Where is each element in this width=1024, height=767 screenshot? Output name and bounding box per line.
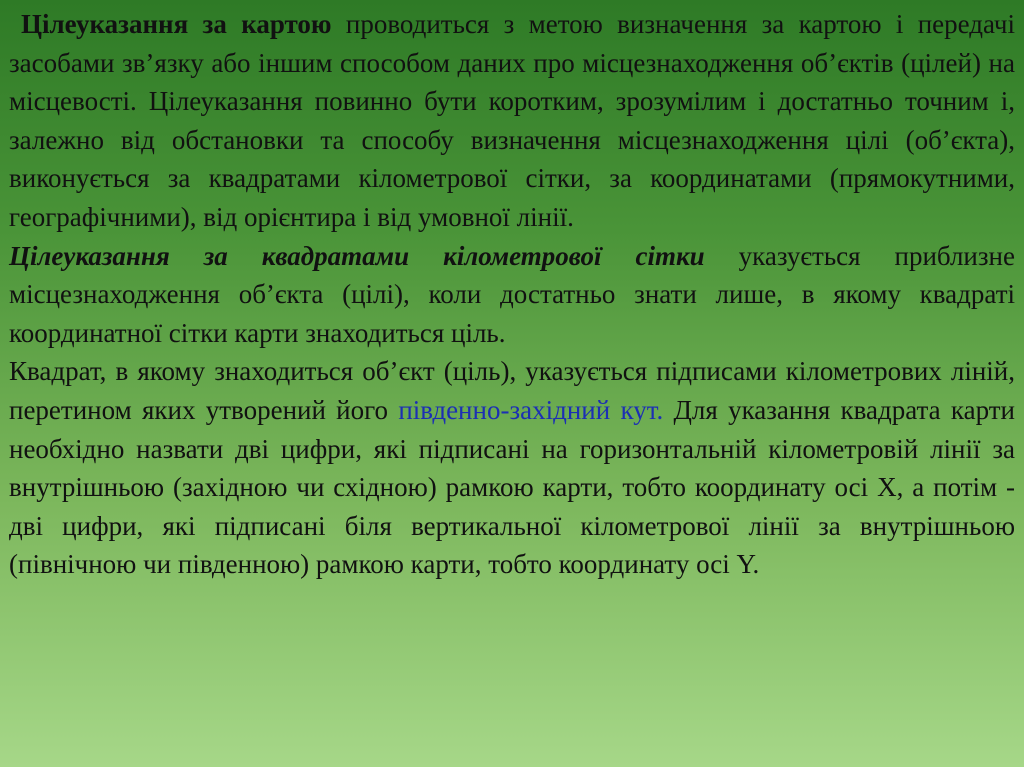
highlight-southwest-corner: південно-західний кут. [398, 394, 664, 425]
paragraph-1-text: проводиться з метою визначення за картою і передачі засобами зв’язку або іншим способом даних про місцезнаходження об’єктів (цілей) на місцевості. Цілеуказання повинно бути коротким, зрозумілим і достатньо точним і, залежно від обстановки та способу визначення місцезнаходження цілі (об’єкта), виконується за квадратами кілометрової сітки, за координатами (прямокутними, географічними), від орієнтира і від умовної лінії. [9, 9, 1015, 232]
paragraph-map-targeting [9, 5, 1015, 237]
paragraph-grid-squares [9, 237, 1015, 353]
paragraph-3-text-start: Квадрат, в якому знаходиться об’єкт (ціль), указується підписами кілометрових ліній, перетином яких утворений його [9, 356, 1015, 425]
term-grid-square-targeting: Цілеуказання за квадратами кілометрової сітки [9, 240, 705, 271]
term-map-targeting: Цілеуказання за картою [21, 9, 332, 39]
paragraph-2-text: указується приблизне місцезнаходження об’єкта (цілі), коли достатньо знати лише, в якому квадраті координатної сітки карти знаходиться ціль. [9, 240, 1015, 348]
text-content [9, 5, 1015, 584]
paragraph-3-text-end: Для указання квадрата карти необхідно назвати дві цифри, які підписані на горизонтальній кілометровій лінії за внутрішньою (західною чи східною) рамкою карти, тобто координату осі X, а потім - дві цифри, які підписані біля вертикальної кілометрової лінії за внутрішньою (північною чи південною) рамкою карти, тобто координату осі Y. [9, 394, 1015, 580]
paragraph-square-notation [9, 352, 1015, 584]
